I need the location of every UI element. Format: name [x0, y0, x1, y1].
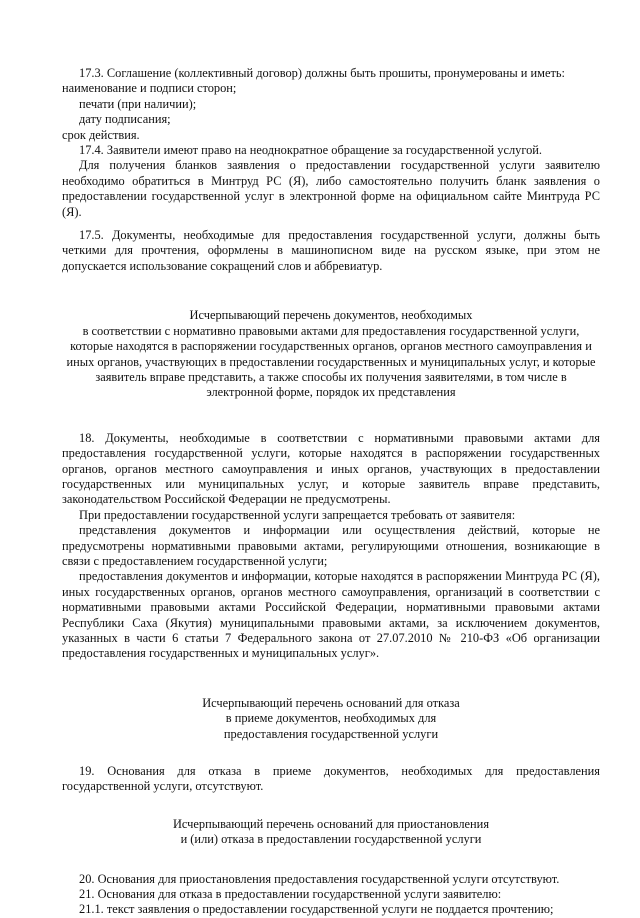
section-21-line: 21. Основания для отказа в предоставлении государственной услуги заявителю:	[79, 887, 502, 902]
section-17-3-item: наименование и подписи сторон;	[62, 81, 237, 96]
section-18-prohibition-intro: При предоставлении государственной услуги запрещается требовать от заявителя:	[79, 507, 516, 522]
heading-documents-line2: в соответствии с нормативно правовыми актами для предоставления государственной услуги, которые находятся в распоряжении государственных органов, органов местного самоуправления и иных органов, участвующих в предоставлении государственных и муниципальных услуг, и которые заявитель вправе представить, а также способы их получения заявителями, в том числе в электронной форме, порядок их представления	[66, 323, 596, 400]
heading-documents-list	[62, 308, 600, 400]
heading-suspension-line2: и (или) отказа в предоставлении государственной услуги	[180, 832, 482, 847]
heading-suspension-refusal	[62, 817, 600, 848]
section-18-prohibition-item: представления документов и информации или осуществления действий, которые не предусмотрены нормативными правовыми актами, регулирующими отношения, возникающие в связи с предоставлением государственной услуги;	[62, 523, 600, 568]
section-17-3-item: дату подписания;	[79, 112, 171, 127]
heading-refusal-acceptance	[62, 696, 600, 742]
heading-refusal-acceptance-line3: предоставления государственной услуги	[223, 726, 439, 741]
heading-refusal-acceptance-line2: в приеме документов, необходимых для	[225, 711, 437, 726]
section-17-3-item: печати (при наличии);	[79, 96, 197, 111]
section-17-3-item: срок действия.	[62, 127, 140, 142]
heading-suspension-line1: Исчерпывающий перечень оснований для приостановления	[172, 816, 490, 831]
heading-refusal-acceptance-line1: Исчерпывающий перечень оснований для отказа	[202, 695, 460, 710]
section-19-paragraph: 19. Основания для отказа в приеме документов, необходимых для предоставления государственной услуги, отсутствуют.	[62, 764, 600, 794]
heading-documents-line1: Исчерпывающий перечень документов, необходимых	[189, 308, 473, 323]
section-17-3-title: 17.3. Соглашение (коллективный договор) должны быть прошиты, пронумерованы и иметь:	[79, 66, 565, 80]
section-18-paragraph: 18. Документы, необходимые в соответствии с нормативными правовыми актами для предоставления государственной услуги, которые находятся в распоряжении государственных органов, органов местного самоуправления и иных органов, участвующих в предоставлении государственных или муниципальных услуг, и которые заявитель вправе представить, законодательством Российской Федерации не предусмотрены.	[62, 430, 600, 507]
section-17-4-line: 17.4. Заявители имеют право на неоднократное обращение за государственной услугой.	[79, 143, 543, 158]
section-20-line: 20. Основания для приостановления предоставления государственной услуги отсутствуют.	[79, 871, 560, 886]
section-17-5-paragraph: 17.5. Документы, необходимые для предоставления государственной услуги, должны быть четкими для прочтения, оформлены в машинописном виде на русском языке, при этом не допускается использование сокращений слов и аббревиатур.	[62, 228, 600, 273]
section-21-1-line: 21.1. текст заявления о предоставлении государственной услуги не поддается прочтению;	[79, 902, 554, 917]
section-18-prohibition-item: предоставления документов и информации, которые находятся в распоряжении Минтруда РС (Я), иных государственных органов, органов местного самоуправления, организаций в соответствии с нормативными правовыми актами Российской Федерации, нормативными правовыми актами Республики Саха (Якутия) муниципальными правовыми актами, за исключением документов, указанных в части 6 статьи 7 Федерального закона от 27.07.2010 № 210-ФЗ «Об организации предоставления государственных и муниципальных услуг».	[62, 569, 600, 661]
section-17-4-paragraph: Для получения бланков заявления о предоставлении государственной услуги заявителю необходимо обратиться в Минтруд РС (Я), либо самостоятельно получить бланк заявления о предоставлении государственной услуг в электронной форме на официальном сайте Минтруда РС (Я).	[62, 158, 600, 219]
